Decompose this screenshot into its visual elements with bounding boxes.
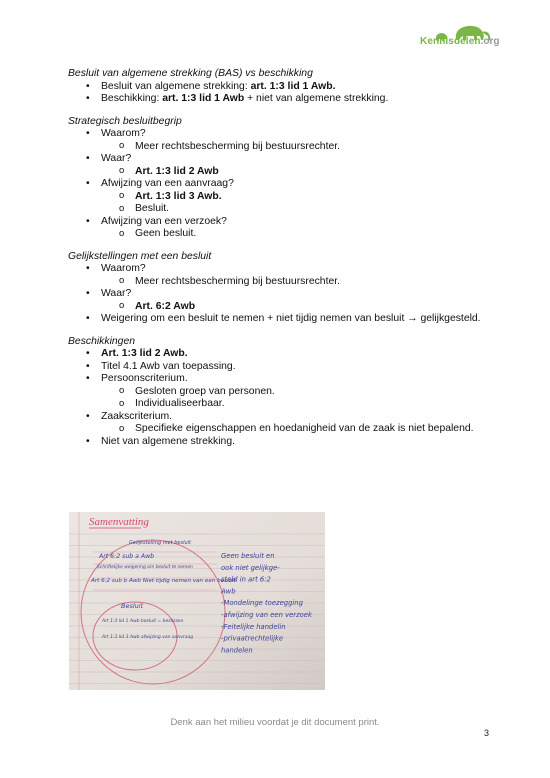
section: [68, 68, 488, 106]
logo-text-tld: .org: [480, 36, 500, 47]
section-title: Gelijkstellingen met een besluit: [68, 250, 212, 262]
sub-item: [101, 141, 488, 154]
photo-left-line-1: Art 6:2 sub a Awb: [99, 553, 155, 560]
bullet-item: [68, 178, 488, 216]
bullet-item: [68, 263, 488, 288]
item-text: Beschikking:: [101, 93, 163, 104]
photo-inner-heading: Besluit: [121, 602, 144, 610]
page-number: 3: [484, 728, 490, 738]
photo-right-line: -Mondelinge toezegging: [221, 599, 303, 608]
bullet-item: [68, 153, 488, 178]
item-text: Afwijzing van een verzoek?: [101, 215, 227, 227]
bullet-item: [68, 216, 488, 241]
photo-title: Samenvatting: [89, 516, 149, 528]
kennisdelen-logo: [420, 20, 532, 56]
item-reference: art. 1:3 lid 1 Awb: [162, 93, 245, 104]
item-text: Besluit van algemene strekking:: [101, 80, 251, 92]
photo-right-line: handelen: [221, 646, 253, 655]
item-text: Zaakscriterium.: [101, 410, 173, 422]
item-text: Waar?: [101, 153, 132, 164]
sub-item: [101, 386, 488, 399]
item-text: Titel 4.1 Awb van toepassing.: [101, 360, 236, 372]
sub-item: [101, 276, 488, 289]
photo-left-heading: Gelijkstelling met besluit: [129, 540, 192, 546]
item-text: Waarom?: [101, 263, 146, 274]
bullet-item: [68, 288, 488, 313]
sub-item-reference: Art. 6:2 Awb: [135, 300, 196, 312]
sub-item-text: Geen besluit.: [135, 228, 197, 239]
bullet-item: [68, 348, 488, 361]
item-text: Persoonscriterium.: [101, 373, 188, 384]
document-body: [68, 68, 488, 458]
item-text: Waarom?: [101, 128, 146, 139]
bullet-item: [68, 128, 488, 153]
photo-inner-line-2: Art 1:3 lid 3 Awb afwijzing van aanvraag: [102, 635, 194, 640]
item-text: Niet van algemene strekking.: [101, 435, 235, 447]
item-reference: Art. 1:3 lid 2 Awb.: [101, 348, 188, 359]
sub-item-text: Meer rechtsbescherming bij bestuursrechter.: [135, 275, 341, 287]
bullet-item: [68, 436, 488, 449]
photo-right-line: ook niet gelijkge-: [221, 563, 280, 572]
sub-item: [101, 191, 488, 204]
sub-item: [101, 203, 488, 216]
sub-item: [101, 228, 488, 241]
sub-item-text: Besluit.: [135, 203, 170, 214]
item-text-after: + niet van algemene strekking.: [244, 93, 389, 104]
sub-item-text: Gesloten groep van personen.: [135, 385, 275, 397]
handwritten-summary-photo: [69, 512, 325, 690]
bullet-item: [68, 373, 488, 411]
section-title: Besluit van algemene strekking (BAS) vs beschikking: [68, 68, 313, 79]
sub-item-text: Specifieke eigenschappen en hoedanigheid van de zaak is niet bepalend.: [135, 423, 474, 434]
photo-left-line-2: Schriftelijke weigering om besluit te nemen: [97, 565, 193, 570]
logo-text: [420, 36, 499, 47]
item-text: Waar?: [101, 288, 132, 299]
bullet-item: [68, 313, 488, 326]
sub-item-text: Meer rechtsbescherming bij bestuursrechter.: [135, 140, 341, 152]
bullet-item: [68, 93, 488, 106]
sub-item: [101, 301, 488, 314]
item-text: Afwijzing van een aanvraag?: [101, 178, 234, 189]
bullet-item: [68, 411, 488, 436]
sub-item-text: Individualiseerbaar.: [135, 398, 225, 409]
photo-right-line: Geen besluit en: [221, 552, 275, 560]
item-text: Weigering om een besluit te nemen + niet tijdig nemen van besluit → gelijkgesteld.: [101, 313, 481, 324]
photo-left-line-3: Art 6:2 sub b Awb Niet tijdig nemen van een besluit: [91, 578, 236, 584]
photo-right-line: -privaatrechtelijke: [221, 634, 284, 643]
section: [68, 251, 488, 326]
sub-item-reference: Art. 1:3 lid 3 Awb.: [135, 190, 222, 202]
section-title: Strategisch besluitbegrip: [68, 115, 182, 127]
photo-inner-line-1: Art 1:3 lid 1 Awb besluit = beslissen: [102, 619, 184, 624]
section: [68, 116, 488, 241]
bullet-item: [68, 81, 488, 94]
item-reference: art. 1:3 lid 1 Awb.: [250, 80, 336, 92]
logo-text-main: Kennisdelen: [420, 36, 481, 47]
photo-right-line: steld in art 6:2: [221, 575, 271, 584]
section-title: Beschikkingen: [68, 335, 136, 347]
photo-right-line: -Feitelijke handelin: [221, 622, 286, 631]
section: [68, 336, 488, 449]
photo-right-line: Awb: [221, 587, 236, 596]
photo-right-line: -afwijzing van een verzoek: [221, 611, 312, 619]
sub-item-reference: Art. 1:3 lid 2 Awb: [135, 165, 219, 177]
sub-item: [101, 166, 488, 179]
sub-item: [101, 423, 488, 436]
bullet-item: [68, 361, 488, 374]
sub-item: [101, 398, 488, 411]
page-footer: Denk aan het milieu voordat je dit document print.: [170, 717, 380, 728]
